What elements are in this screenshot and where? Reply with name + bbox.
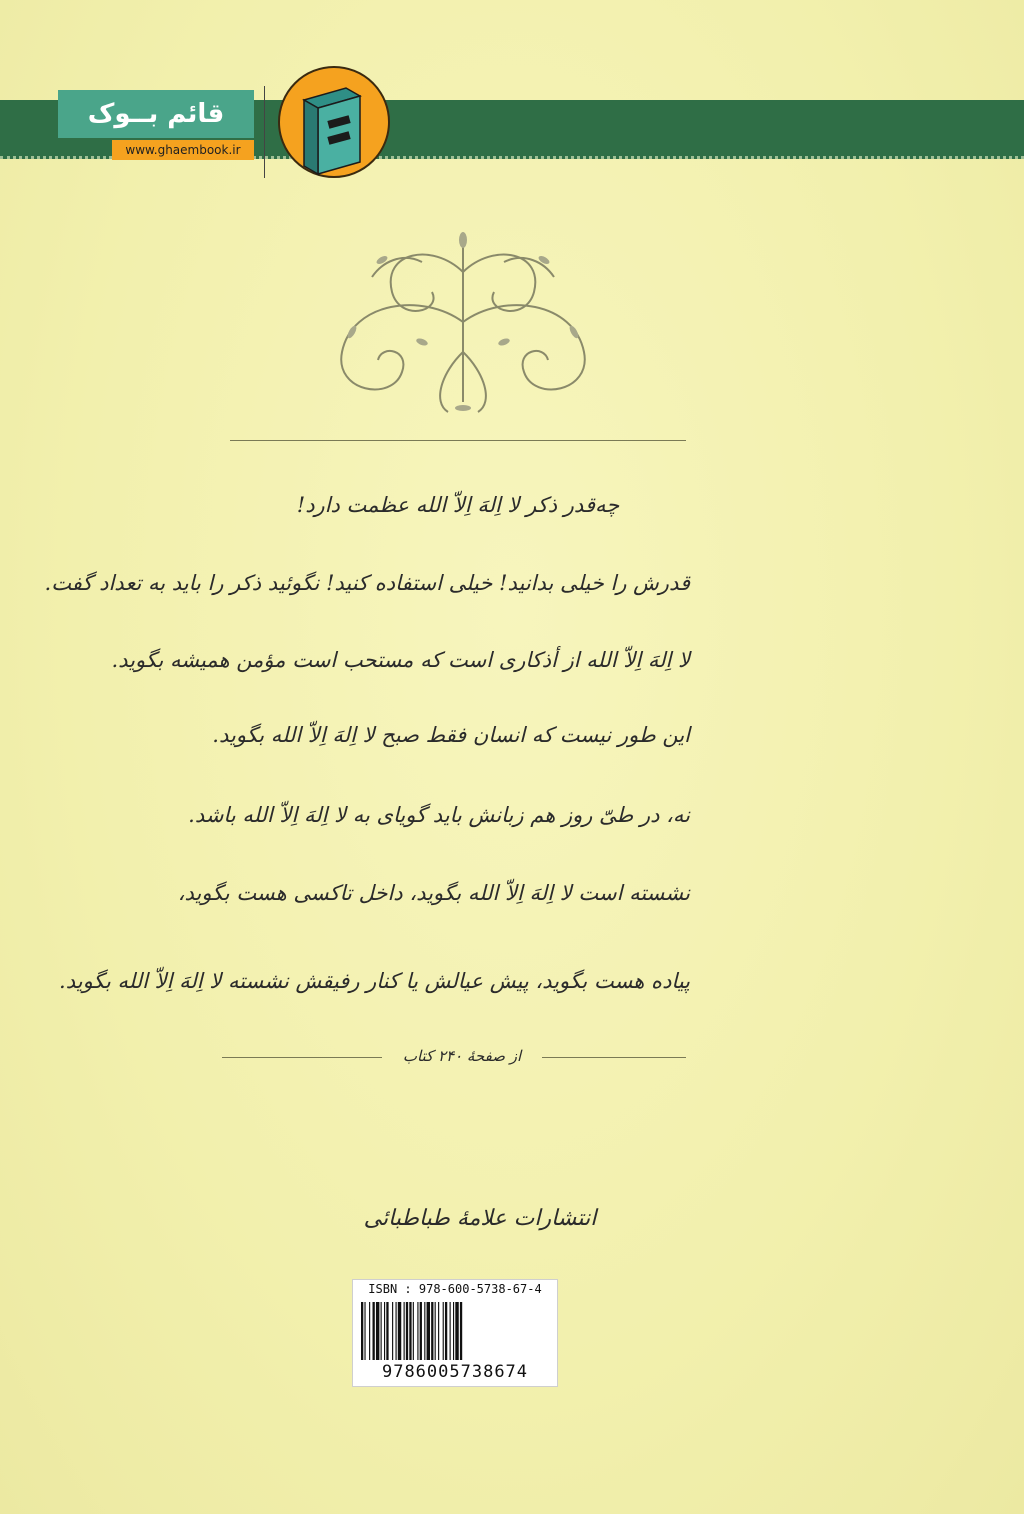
- source-rule-left: [222, 1057, 382, 1058]
- quote-line-4: این طور نیست که انسان فقط صبح لا اِلهَ اِلاّ الله بگوید.: [212, 723, 690, 747]
- isbn-barcode: [352, 1279, 558, 1387]
- quote-line-2: قدرش را خیلی بدانید! خیلی استفاده کنید! نگوئید ذکر را باید به تعداد گفت.: [44, 571, 690, 595]
- quote-line-3: لا اِلهَ اِلاّ الله از أذکاری است که مستحب است مؤمن همیشه بگوید.: [111, 648, 690, 672]
- quote-line-1: چه‌قدر ذکر لا اِلهَ اِلاّ الله عظمت دارد!: [296, 493, 620, 517]
- source-rule-right: [542, 1057, 686, 1058]
- logo-name: قائم بــوک: [87, 99, 225, 129]
- barcode-bars: [361, 1302, 549, 1360]
- publisher-logo-badge: [58, 90, 254, 138]
- logo-divider: [264, 86, 265, 178]
- quote-line-7: پیاده هست بگوید، پیش عیالش یا کنار رفیقش نشسته لا اِلهَ اِلاّ الله بگوید.: [59, 969, 690, 993]
- publisher-name: انتشارات علامهٔ طباطبائی: [363, 1206, 597, 1231]
- floral-ornament-icon: [322, 232, 604, 416]
- isbn-label: ISBN : 978-600-5738-67-4: [368, 1282, 542, 1296]
- quote-line-5: نه، در طیّ روز هم زبانش باید گویای به لا اِلهَ اِلاّ الله باشد.: [188, 803, 690, 827]
- barcode-number: 9786005738674: [381, 1362, 529, 1382]
- quote-source: از صفحهٔ ۲۴۰ کتاب: [402, 1047, 522, 1065]
- quote-line-6: نشسته است لا اِلهَ اِلاّ الله بگوید، داخل تاکسی هست بگوید،: [177, 881, 690, 905]
- book-logo-icon: [276, 64, 392, 180]
- top-rule: [230, 440, 686, 441]
- logo-url: www.ghaembook.ir: [112, 140, 254, 160]
